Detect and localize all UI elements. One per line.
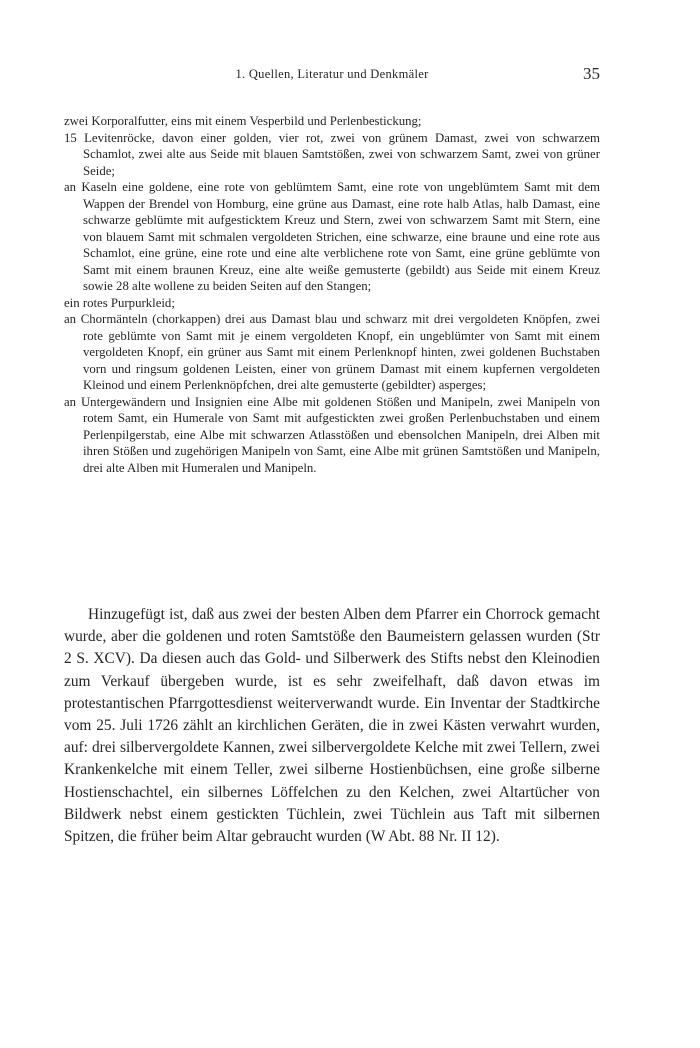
inventory-entry: 15 Levitenröcke, davon einer golden, vier rot, zwei von grünem Damast, zwei von schwarzem Schamlot, zwei alte aus Seide mit blauen Samtstößen, zwei von schwarzem Samt, zwei von grüner Seide; (64, 130, 600, 178)
running-head: 1. Quellen, Literatur und Denkmäler (235, 67, 429, 81)
inventory-entry: ein rotes Purpurkleid; (64, 295, 175, 310)
inventory-entry: an Chormänteln (chorkappen) drei aus Damast blau und schwarz mit drei vergoldeten Knöpfen, zwei rote geblümte von Samt mit je einem vergoldeten Knopf, ein ungeblümter von Samt mit einem vergoldeten Knopf, ein grüner aus Samt mit einem Perlenknopf hinten, zwei goldenen Buchstaben vorn und ringsum goldenen Leisten, einer von grünem Damast mit einem kupfernen vergoldeten Kleinod und einem Perlenknöpfchen, drei alte gemusterte (gebildter) asperges; (64, 312, 600, 392)
inventory-list (64, 113, 600, 476)
page-header (64, 64, 600, 83)
page-number: 35 (583, 64, 600, 83)
body-paragraph: Hinzugefügt ist, daß aus zwei der besten Alben dem Pfarrer ein Chorrock gemacht wurde, aber die goldenen und roten Samtstöße den Baumeistern gelassen wurden (Str 2 S. XCV). Da diesen auch das Gold- und Silberwerk des Stifts nebst den Kleinodien zum Verkauf übergeben wurde, ist es sehr zweifelhaft, daß davon etwas im protestantischen Pfarrgottesdienst weiterverwandt wurde. Ein Inventar der Stadtkirche vom 25. Juli 1726 zählt an kirchlichen Geräten, die in zwei Kästen verwahrt wurden, auf: drei silbervergoldete Kannen, zwei silbervergoldete Kelche mit zwei Tellern, zwei Krankenkelche mit einem Teller, zwei silberne Hostienbüchsen, eine große silberne Hostienschachtel, ein silbernes Löffelchen zu den Kelchen, zwei Altartücher von Bildwerk nebst einem gestickten Tüchlein, zwei Tüchlein aus Taft mit silbernen Spitzen, die früher beim Altar gebraucht wurden (W Abt. 88 Nr. II 12). (64, 606, 600, 846)
inventory-entry: an Kaseln eine goldene, eine rote von geblümtem Samt, eine rote von ungeblümtem Samt mit dem Wappen der Brendel von Homburg, eine grüne aus Damast, eine rote halb Atlas, halb Damast, eine schwarze geblümte mit aufgesticktem Kreuz und Stern, zwei von schwarzem Samt mit Stern, eine von blauem Samt mit schmalen vergoldeten Strichen, eine schwarze, eine braune und eine rote aus Schamlot, eine grüne, eine rote und eine alte verblichene rote von Samt, eine grüne geblümte von Samt mit einem braunen Kreuz, eine alte weiße gemusterte (gebildt) aus Seide mit einem Kreuz sowie 28 alte wollene zu beiden Seiten auf den Stangen; (64, 180, 600, 293)
inventory-entry: zwei Korporalfutter, eins mit einem Vesperbild und Perlenbestickung; (64, 114, 422, 128)
inventory-entry: an Untergewändern und Insignien eine Albe mit goldenen Stößen und Manipeln, zwei Manipeln von rotem Samt, ein Humerale von Samt mit aufgestickten zwei großen Perlenbuchstaben und einem Perlenpilgerstab, eine Albe mit schwarzen Atlasstößen und ebensolchen Manipeln, drei Alben mit ihren Stößen und zugehörigen Manipeln von Samt, eine Albe mit grünen Samtstößen und Manipeln, drei alte Alben mit Humeralen und Manipeln. (64, 394, 600, 475)
